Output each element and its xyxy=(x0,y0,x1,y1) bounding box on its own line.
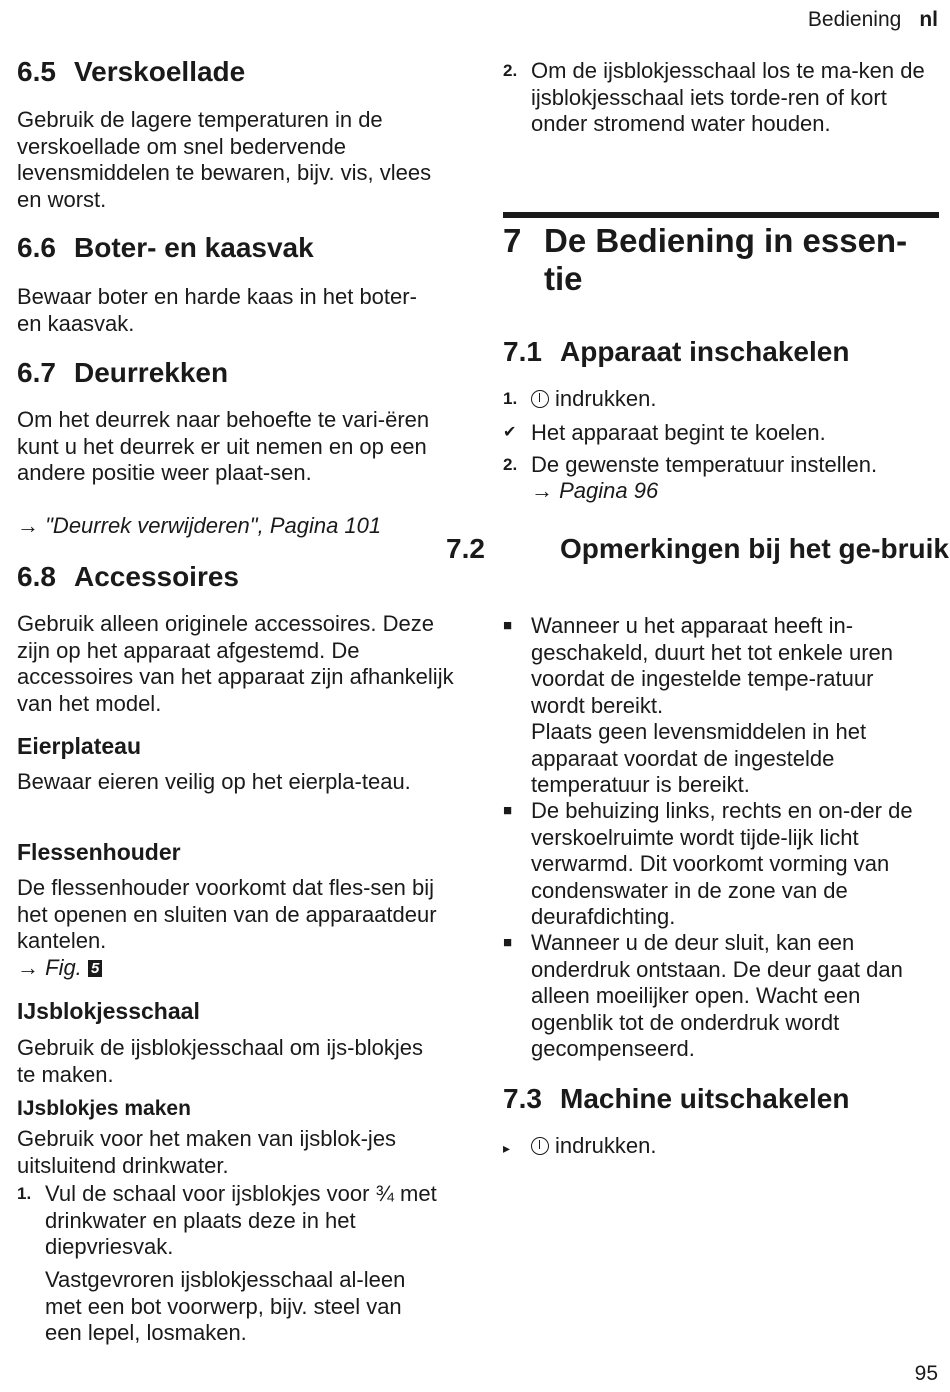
section-7-2-bullet-1-note: Plaats geen levensmiddelen in het apparaat voordat de ingestelde temperatuur is bereikt. xyxy=(531,719,867,797)
section-6-5-body: Gebruik de lagere temperaturen in de verskoellade om snel bedervende levensmiddelen te bewaren, bijv. vis, vlees en worst. xyxy=(17,107,432,212)
section-6-7-body: Om het deurrek naar behoefte te vari-ëren kunt u het deurrek er uit nemen en op een andere positie weer plaat-sen. xyxy=(17,407,430,485)
section-6-6-heading: 6.6 Boter- en kaasvak xyxy=(17,232,314,263)
chapter-title: De Bediening in essen-tie xyxy=(544,222,908,297)
section-7-2-heading: 7.2 Opmerkingen bij het ge-bruik xyxy=(446,533,949,564)
bullet-square-icon: ■ xyxy=(503,802,513,819)
section-7-2-bullet-2 xyxy=(503,798,933,931)
step-text: Vul de schaal voor ijsblokjes voor ¾ met drinkwater en plaats deze in het diepvriesvak. xyxy=(45,1181,437,1259)
bullet-square-icon: ■ xyxy=(503,934,513,951)
section-7-1-reference[interactable]: → Pagina 96 xyxy=(531,478,659,503)
chapter-7-heading xyxy=(503,222,939,298)
section-7-1-heading: 7.1 Apparaat inschakelen xyxy=(503,336,850,367)
section-7-2-bullet-1 xyxy=(503,613,933,719)
step-number: 2. xyxy=(503,455,518,474)
section-6-8-body: Gebruik alleen originele accessoires. Deze zijn op het apparaat afgestemd. De accessoires van het apparaat zijn afhankelijk van het model. xyxy=(17,611,454,716)
bullet-text: De behuizing links, rechts en on-der de verskoelruimte wordt tijde-lijk licht verwarmd. Dit voorkomt vorming van condenswater in de zone van de deurafdichting. xyxy=(531,798,913,929)
header-language: nl xyxy=(919,8,938,31)
chapter-rule xyxy=(503,212,939,218)
flessenhouder-body: De flessenhouder voorkomt dat fles-sen bij het openen en sluiten van de apparaatdeur kantelen. xyxy=(17,875,437,953)
ijsblokjes-maken-heading: IJsblokjes maken xyxy=(17,1097,191,1120)
check-icon: ✔ xyxy=(503,424,517,441)
section-6-7-reference[interactable]: → "Deurrek verwijderen", Pagina 101 xyxy=(17,513,382,538)
page-number: 95 xyxy=(914,1362,938,1385)
ijsblokjes-step-1 xyxy=(17,1181,442,1261)
header-section: Bediening xyxy=(807,8,902,31)
section-7-1-result xyxy=(503,420,939,447)
ijsblokjes-step-2 xyxy=(503,58,928,138)
ijsblokjes-step-1-note: Vastgevroren ijsblokjesschaal al-leen met een bot voorwerp, bijv. steel van een lepel, losmaken. xyxy=(45,1267,406,1345)
arrow-right-icon: → xyxy=(17,513,39,538)
bullet-text: Wanneer u het apparaat heeft in-geschakeld, duurt het tot enkele uren voordat de ingestelde tempe-ratuur wordt bereikt. xyxy=(531,613,894,718)
section-7-3-action xyxy=(503,1133,939,1160)
bullet-text: Wanneer u de deur sluit, kan een onderdruk ontstaan. De deur gaat dan alleen moeilijker open. Wacht een ogenblik tot de onderdruk wordt gecompenseerd. xyxy=(531,930,903,1061)
step-text: Om de ijsblokjesschaal los te ma-ken de ijsblokjesschaal iets torde-ren of kort onder stromend water houden. xyxy=(531,58,925,136)
section-6-7-heading: 6.7 Deurrekken xyxy=(17,357,229,388)
step-number: 1. xyxy=(503,389,518,408)
ijsblokjesschaal-body: Gebruik de ijsblokjesschaal om ijs-blokjes te maken. xyxy=(17,1035,423,1087)
ijsblokjesschaal-heading: IJsblokjesschaal xyxy=(17,998,200,1024)
arrow-right-icon: → xyxy=(17,955,39,980)
figure-number-badge: 5 xyxy=(88,960,102,977)
step-text: De gewenste temperatuur instellen. xyxy=(531,452,878,477)
flessenhouder-heading: Flessenhouder xyxy=(17,839,181,865)
section-6-6-body: Bewaar boter en harde kaas in het boter- en kaasvak. xyxy=(17,284,417,336)
section-7-3-heading: 7.3 Machine uitschakelen xyxy=(503,1083,850,1114)
result-text: Het apparaat begint te koelen. xyxy=(531,420,826,445)
triangle-bullet-icon: ▸ xyxy=(503,1140,511,1156)
power-button-icon xyxy=(531,390,549,408)
step-number: 2. xyxy=(503,61,518,80)
section-6-5-heading: 6.5 Verskoellade xyxy=(17,56,246,87)
section-7-1-step-1 xyxy=(503,386,939,413)
flessenhouder-figure-reference[interactable]: → Fig. 5 xyxy=(17,955,102,982)
arrow-right-icon: → xyxy=(531,478,553,503)
bullet-square-icon: ■ xyxy=(503,617,513,634)
action-text: indrukken. xyxy=(555,1133,657,1158)
chapter-number: 7 xyxy=(503,222,522,259)
ijsblokjes-maken-body: Gebruik voor het maken van ijsblok-jes uitsluitend drinkwater. xyxy=(17,1126,397,1178)
section-6-8-heading: 6.8 Accessoires xyxy=(17,561,240,592)
running-header xyxy=(808,8,938,32)
section-7-2-bullet-3 xyxy=(503,930,933,1063)
section-7-1-step-2 xyxy=(503,452,943,479)
eierplateau-body: Bewaar eieren veilig op het eierpla-teau. xyxy=(17,769,411,794)
step-text: indrukken. xyxy=(555,386,657,411)
eierplateau-heading: Eierplateau xyxy=(17,733,141,759)
step-number: 1. xyxy=(17,1184,32,1203)
power-button-icon xyxy=(531,1137,549,1155)
